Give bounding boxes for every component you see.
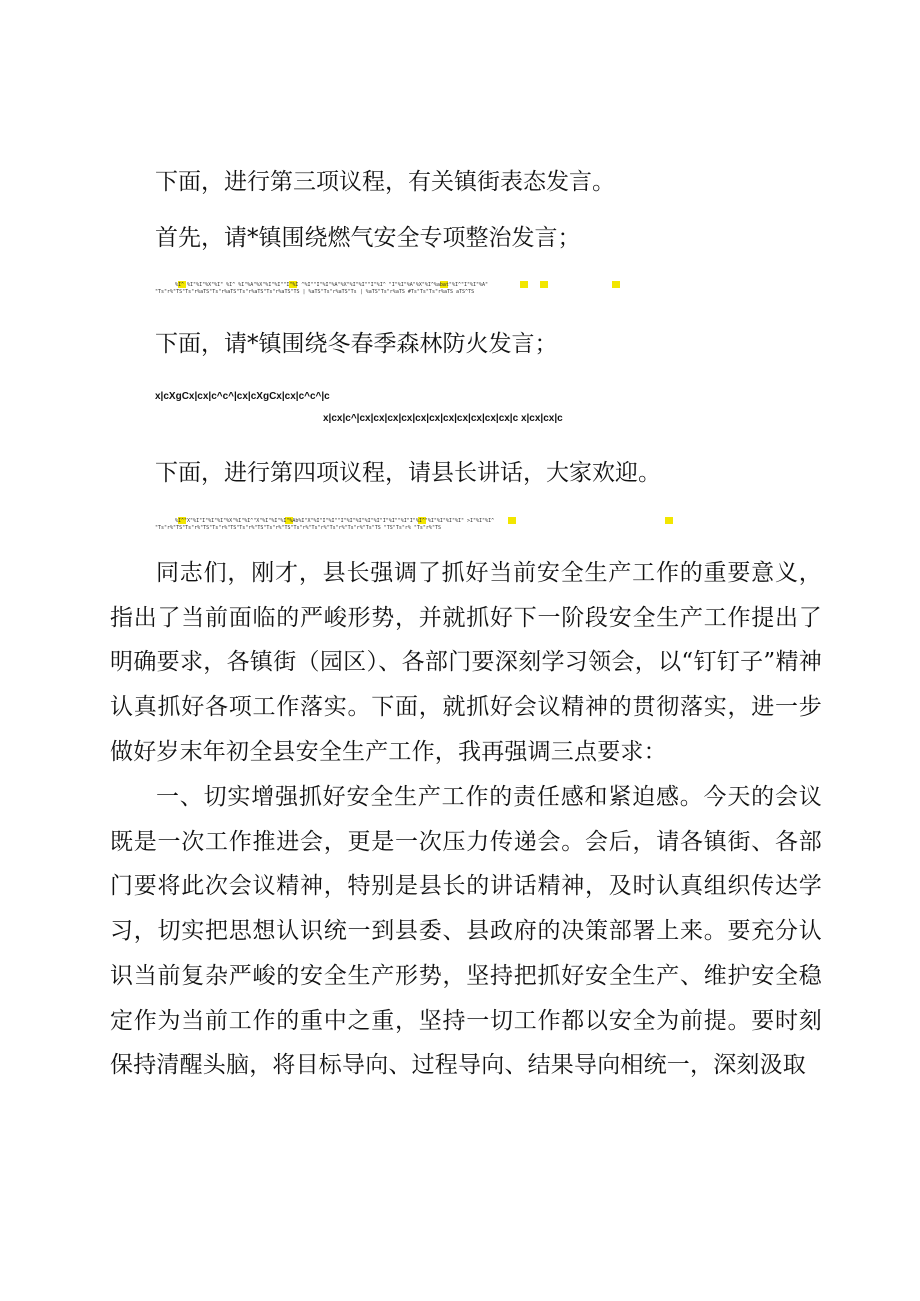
agenda-line-third-item: 下面，进行第三项议程，有关镇街表态发言。 — [155, 169, 615, 195]
garbled-text-top: %I^"X"%I"I"%I"%I"%X"%I"%I^"X"%I"%I"%I"%Ab%I"X"%I"I"%I""I"%I"%I"%I"%I"I"%I""%I"I"%I^"%I"%I"%I"%I" >I"%I"%I^ — [175, 518, 495, 524]
garbled-text-top: %I^ %I"%I"%X"%I" %I^ %I"%A"%X"%I"%I""I"%I ^%I""I"%I"%A"%X"%I"%I""I"%I^ "I"%I"%A"%X"%I^%abat"%I^"I"%I"%A" — [175, 282, 489, 288]
garbled-label-a: x|cXgCx|cx|c^c^|cx|cXgCx|cx|c^c^|c — [155, 391, 330, 402]
garbled-label-b: x|cx|c^|cx|cx|cx|cx|cx|cx|cx|cx|cx|cx|cx|c x|cx|cx|c — [323, 413, 563, 424]
body-paragraph-1: 同志们，刚才，县长强调了抓好当前安全生产工作的重要意义，指出了当前面临的严峻形势，并就抓好下一阶段安全生产工作提出了明确要求，各镇街（园区）、各部门要深刻学习领会，以“钉钉子”精神认真抓好各项工作落实。下面，就抓好会议精神的贯彻落实，进一步做好岁末年初全县安全生产工作，我再强调三点要求： — [110, 560, 822, 765]
agenda-line-fourth-item: 下面，进行第四项议程，请县长讲话，大家欢迎。 — [155, 460, 661, 486]
garbled-text-bottom: "Ts"r%"TS"Ts"r%aTS"Ts"r%aTS"Ts"r%aTS"Ts"r%aTS"TS | %aTS"Ts"r%aTS"Ts | %aTS"Ts"r%aTS #Ts"Ts"Ts"r%aTS aTS^TS — [155, 289, 475, 295]
garbled-text-bottom: "Ts"r%"TS"Ts"r%"TS"Ts"r%"TS"Ts"r%"TS"Ts"r%"TS"Ts"r%"Ts"r%"Ts"r%"Ts"r%"Ts"TS "TS"Ts"r% "Ts"r%"TS — [155, 525, 441, 531]
agenda-line-forest-fire: 下面，请*镇围绕冬春季森林防火发言； — [155, 331, 558, 357]
agenda-line-gas-safety: 首先，请*镇围绕燃气安全专项整治发言； — [155, 225, 581, 251]
body-paragraph-2: 一、切实增强抓好安全生产工作的责任感和紧迫感。今天的会议既是一次工作推进会，更是一次压力传递会。会后，请各镇街、各部门要将此次会议精神，特别是县长的讲话精神，及时认真组织传达学习，切实把思想认识统一到县委、县政府的决策部署上来。要充分认识当前复杂严峻的安全生产形势，坚持把抓好安全生产、维护安全稳定作为当前工作的重中之重，坚持一切工作都以安全为前提。要时刻保持清醒头脑，将目标导向、过程导向、结果导向相统一，深刻汲取 — [110, 784, 822, 1079]
